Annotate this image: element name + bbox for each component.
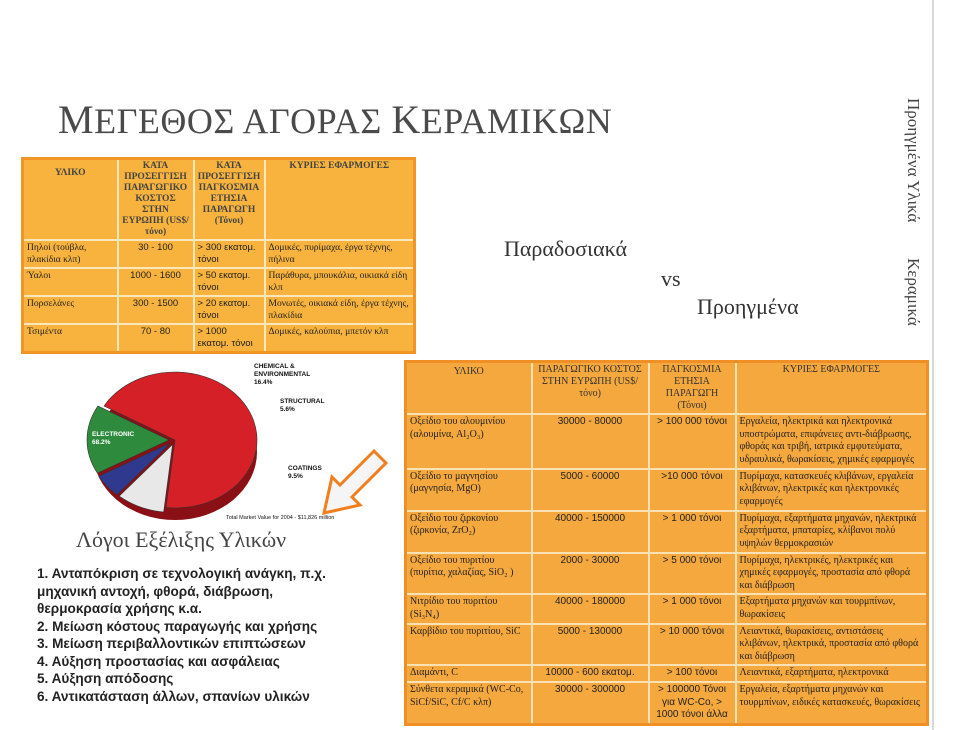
table-row — [406, 553, 928, 595]
header-production: ΚΑΤΑ ΠΡΟΣΕΓΓΙΣΗ ΠΑΓΚΟΣΜΙΑ ΕΤΗΣΙΑ ΠΑΡΑΓΩΓΗ (Τόνοι) — [194, 159, 265, 241]
cell-cost: 40000 - 150000 — [532, 511, 649, 553]
list-item: 4. Αύξηση προστασίας και ασφάλειας — [37, 653, 280, 669]
cell-applications: Πυρίμαχα, κατασκευές κλιβάνων, εργαλεία κλιβάνων, ηλεκτρικές και ηλεκτρονικές εφαρμογές — [736, 469, 928, 511]
cell-applications: Λειαντικά, θωρακίσεις, αντιστάσεις κλιβάνων, ηλεκτρικά, προστασία από φθορά και διάβρωση — [736, 624, 928, 666]
table-row — [23, 268, 415, 296]
cell-cost: 30000 - 300000 — [532, 682, 649, 724]
header-cost: ΚΑΤΑ ΠΡΟΣΕΓΓΙΣΗ ΠΑΡΑΓΩΓΙΚΟ ΚΟΣΤΟΣ ΣΤΗΝ ΕΥΡΩΠΗ (US$/τόνο) — [118, 159, 194, 241]
label-advanced: Προηγμένα — [697, 294, 799, 319]
cell-production: > 1 000 τόνοι — [649, 594, 736, 623]
market-pie-chart — [80, 358, 350, 523]
cell-material: Οξείδιο το μαγνησίου (μαγνησία, MgO) — [406, 469, 532, 511]
page-title: MΕΓΕΘΟΣ ΑΓΟΡΑΣ KΕΡΑΜΙΚΩΝ — [58, 97, 613, 142]
cell-material: Τσιμέντα — [23, 324, 118, 353]
table-header-row — [23, 159, 415, 241]
cell-applications: Δομικές, πυρίμαχα, έργα τέχνης, πήλινα — [265, 240, 415, 268]
header-applications: ΚΥΡΙΕΣ ΕΦΑΡΜΟΓΕΣ — [736, 362, 928, 415]
cell-production: > 1 000 τόνοι — [649, 511, 736, 553]
cell-cost: 300 - 1500 — [118, 296, 194, 324]
pie-label-chemical: CHEMICAL & ENVIRONMENTAL 16.4% — [254, 363, 311, 386]
list-item: 6. Αντικατάσταση άλλων, σπανίων υλικών — [37, 688, 310, 704]
cell-applications: Μονωτές, οικιακά είδη, έργα τέχνης, πλακίδια — [265, 296, 415, 324]
label-traditional: Παραδοσιακά — [504, 236, 628, 261]
cell-material: Νιτρίδιο του πυριτίου (Si₃N₄) — [406, 594, 532, 623]
header-material: ΥΛΙΚΟ — [406, 362, 532, 415]
advanced-ceramics-table — [404, 360, 929, 726]
cell-applications: Εργαλεία, εξαρτήματα μηχανών και τουρμπίνων, ειδικές κατασκευές, θωρακίσεις — [736, 682, 928, 724]
cell-cost: 30 - 100 — [118, 240, 194, 268]
cell-applications: Δομικές, καλούπια, μπετόν κλπ — [265, 324, 415, 353]
header-cost: ΠΑΡΑΓΩΓΙΚΟ ΚΟΣΤΟΣ ΣΤΗΝ ΕΥΡΩΠΗ (US$/τόνο) — [532, 362, 649, 415]
cell-applications: Εργαλεία, ηλεκτρικά και ηλεκτρονικά υποστρώματα, επιφάνειες αντι-διάβρωσης, φθοράς και τριβή, ιατρικά εμφυτεύματα, υδραυλικά, θωρακίσεις, χημικές εφαρμογές — [736, 414, 928, 468]
list-item: 2. Μείωση κόστους παραγωγής και χρήσης — [37, 618, 318, 634]
reasons-title: Λόγοι Εξέλιξης Υλικών — [76, 527, 287, 552]
pie-label-coatings: COATINGS 9.5% — [288, 465, 322, 480]
cell-cost: 10000 - 600 εκατομ. — [532, 665, 649, 682]
list-item: μηχανική αντοχή, φθορά, διάβρωση, — [37, 583, 274, 599]
cell-material: Σύνθετα κεραμικά (WC-Co, SiCf/SiC, Cf/C κλπ) — [406, 682, 532, 724]
list-item: 5. Αύξηση απόδοσης — [37, 671, 174, 686]
cell-production: >10 000 τόνοι — [649, 469, 736, 511]
cell-material: Καρβίδιο του πυριτίου, SiC — [406, 624, 532, 666]
pie-footnote: Total Market Value for 2004 - $11,826 million — [226, 515, 335, 521]
list-item: θερμοκρασία χρήσης κ.α. — [37, 601, 202, 616]
table-row — [406, 511, 928, 553]
cell-cost: 70 - 80 — [118, 324, 194, 353]
table-row — [406, 414, 928, 468]
pie-label-structural: STRUCTURAL 5.6% — [280, 398, 325, 413]
cell-material: Ύαλοι — [23, 268, 118, 296]
reasons-list — [37, 565, 402, 705]
cell-cost: 2000 - 30000 — [532, 553, 649, 595]
list-item: 3. Μείωση περιβαλλοντικών επιπτώσεων — [37, 636, 306, 651]
header-production: ΠΑΓΚΟΣΜΙΑ ΕΤΗΣΙΑ ΠΑΡΑΓΩΓΗ (Τόνοι) — [649, 362, 736, 415]
label-vs: vs — [661, 266, 681, 291]
orange-arrow — [314, 443, 390, 523]
side-label-advanced: Προηγμένα Υλικά — [904, 98, 923, 223]
pie-label-electronic: ELECTRONIC 68.2% — [92, 431, 135, 446]
table-row — [406, 469, 928, 511]
cell-production: > 100000 Τόνοι για WC-Co, > 1000 τόνοι άλλα — [649, 682, 736, 724]
cell-applications: Παράθυρα, μπουκάλια, οικιακά είδη κλπ — [265, 268, 415, 296]
header-applications: ΚΥΡΙΕΣ ΕΦΑΡΜΟΓΕΣ — [265, 159, 415, 241]
cell-production: > 5 000 τόνοι — [649, 553, 736, 595]
cell-material: Οξείδιο του ζιρκονίου (ζιρκονία, ZrO₂) — [406, 511, 532, 553]
cell-material: Διαμάντι, C — [406, 665, 532, 682]
table-header-row — [406, 362, 928, 415]
list-item: 1. Ανταπόκριση σε τεχνολογική ανάγκη, π.χ. — [37, 566, 326, 581]
cell-cost: 5000 - 60000 — [532, 469, 649, 511]
table-row — [406, 682, 928, 724]
table-row — [23, 324, 415, 353]
cell-production: > 50 εκατομ. τόνοι — [194, 268, 265, 296]
cell-production: > 100 000 τόνοι — [649, 414, 736, 468]
cell-cost: 1000 - 1600 — [118, 268, 194, 296]
cell-material: Πηλοί (τούβλα, πλακίδια κλπ) — [23, 240, 118, 268]
cell-applications: Πυρίμαχα, ηλεκτρικές, ηλεκτρικές και χημικές εφαρμογές, προστασία από φθορά και διάβρωση — [736, 553, 928, 595]
table-row — [406, 594, 928, 623]
cell-production: > 300 εκατομ. τόνοι — [194, 240, 265, 268]
side-rule — [932, 0, 934, 730]
side-label-ceramics: Κεραμικά — [904, 258, 923, 326]
table-row — [23, 240, 415, 268]
cell-production: > 20 εκατομ. τόνοι — [194, 296, 265, 324]
cell-applications: Πυρίμαχα, εξαρτήματα μηχανών, ηλεκτρικά εξαρτήματα, μπαταρίες, κλίβανοι πολύ υψηλών θερμοκρασιών — [736, 511, 928, 553]
cell-cost: 5000 - 130000 — [532, 624, 649, 666]
cell-production: > 100 τόνοι — [649, 665, 736, 682]
traditional-ceramics-table — [21, 157, 416, 354]
cell-applications: Εξαρτήματα μηχανών και τουρμπίνων, θωρακίσεις — [736, 594, 928, 623]
cell-production: > 10 000 τόνοι — [649, 624, 736, 666]
cell-material: Πορσελάνες — [23, 296, 118, 324]
cell-material: Οξείδιο του αλουμινίου (αλουμίνα, Al₂O₃) — [406, 414, 532, 468]
table-row — [406, 624, 928, 666]
cell-applications: Λειαντικά, εξαρτήματα, ηλεκτρονικά — [736, 665, 928, 682]
table-row — [406, 665, 928, 682]
table-row — [23, 296, 415, 324]
cell-material: Οξείδιο του πυριτίου (πυρίτια, χαλαζίας, SiO₂ ) — [406, 553, 532, 595]
header-material: ΥΛΙΚΟ — [23, 159, 118, 241]
cell-cost: 30000 - 80000 — [532, 414, 649, 468]
cell-cost: 40000 - 180000 — [532, 594, 649, 623]
cell-production: > 1000 εκατομ. τόνοι — [194, 324, 265, 353]
